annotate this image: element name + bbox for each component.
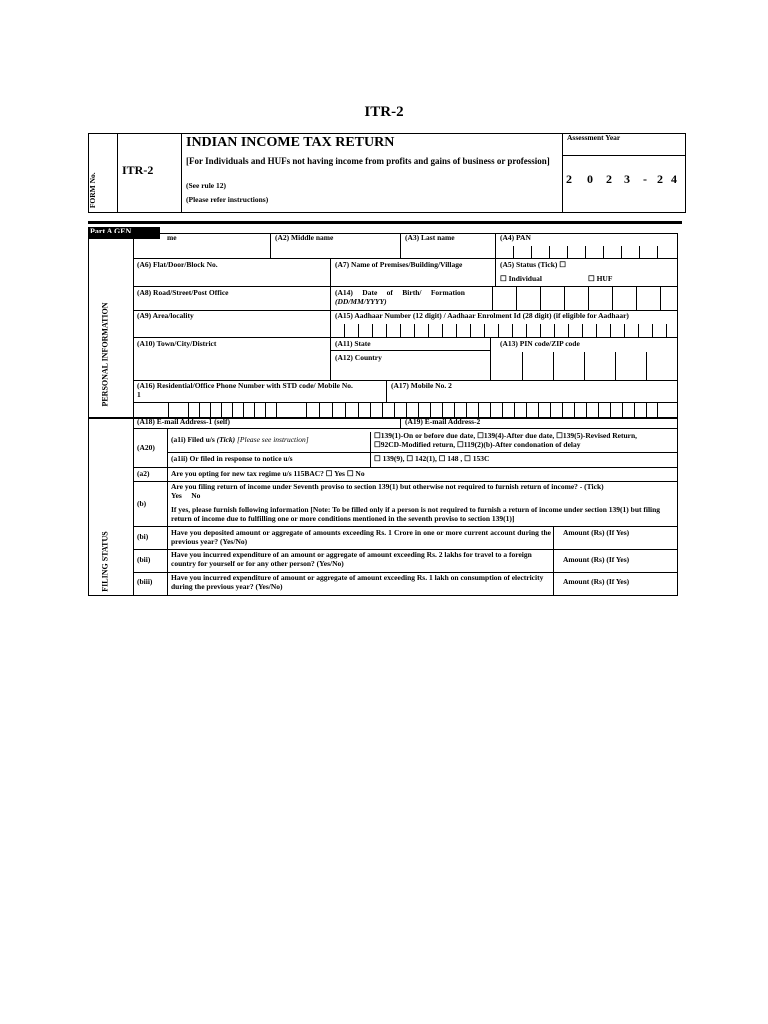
- middle-name-label: (A2) Middle name: [275, 233, 334, 242]
- state-label: (A11) State: [335, 339, 371, 348]
- form-subtitle: [For Individuals and HUFs not having income from profits and gains of business or profession]: [186, 156, 550, 166]
- notice-options[interactable]: ☐ 139(9), ☐ 142(1), ☐ 148 , ☐ 153C: [374, 454, 490, 463]
- seventh-proviso-question: Are you filing return of income under Seventh proviso to section 139(1) but otherwise not required to furnish return of income? - (Tick): [171, 482, 604, 491]
- seventh-proviso-yes-no[interactable]: Yes No: [171, 491, 201, 500]
- year-digit: 2: [566, 172, 572, 186]
- bi-question: Have you deposited amount or aggregate of amounts exceeding Rs. 1 Crore in one or more current account during the previous year? (Yes/No): [171, 528, 551, 546]
- a20-code: (A20): [137, 443, 155, 452]
- pan-boxes[interactable]: [495, 246, 678, 258]
- bii-amount-field[interactable]: Amount (Rs) (If Yes): [563, 555, 630, 564]
- pan-label: (A4) PAN: [500, 233, 531, 242]
- pin-code-boxes[interactable]: [490, 352, 678, 380]
- form-title: INDIAN INCOME TAX RETURN: [186, 135, 395, 150]
- premises-label: (A7) Name of Premises/Building/Village: [335, 260, 463, 269]
- bi-code: (bi): [137, 532, 149, 541]
- a2-code: (a2): [137, 469, 150, 478]
- year-digit: 4: [671, 172, 677, 186]
- seventh-proviso-detail: If yes, please furnish following information [Note: To be filled only if a person is not required to furnish a return of income under section 139(1) but filing return of income due to fulfilling one or more conditions mentioned in the seventh proviso to section 139(1)]: [171, 505, 661, 523]
- form-code: ITR-2: [122, 163, 154, 177]
- road-street-label: (A8) Road/Street/Post Office: [137, 288, 229, 297]
- pin-code-label: (A13) PIN code/ZIP code: [500, 339, 580, 348]
- bii-question: Have you incurred expenditure of an amount or aggregate of amount exceeding Rs. 2 lakhs for travel to a foreign country for yourself or for any other person? (Yes/No): [171, 550, 532, 568]
- email-2-label: (A19) E-mail Address-2: [405, 417, 481, 426]
- mobile-2-label: (A17) Mobile No. 2: [391, 381, 452, 390]
- part-label: Part A GEN: [88, 227, 160, 239]
- phone-label-suffix: 1: [137, 390, 141, 399]
- status-huf-checkbox[interactable]: ☐ HUF: [588, 274, 613, 283]
- year-digit: -: [643, 172, 647, 186]
- filing-status-label: FILING STATUS: [100, 531, 110, 592]
- form-no-label: FORM No.: [87, 172, 97, 209]
- flat-door-label: (A6) Flat/Door/Block No.: [137, 260, 218, 269]
- filed-us-options[interactable]: ☐139(1)-On or before due date, ☐139(4)-After due date, ☐139(5)-Revised Return, ☐92CD-Modified return, ☐119(2)(b)-After condonation of delay: [374, 431, 638, 449]
- header-separator: [88, 221, 682, 224]
- aadhaar-label: (A15) Aadhaar Number (12 digit) / Aadhaar Enrolment Id (28 digit) (if eligible for Aadhaar): [335, 311, 629, 320]
- year-digit: 2: [606, 172, 612, 186]
- country-label: (A12) Country: [335, 353, 382, 362]
- dob-label: (A14) Date of Birth/ Formation: [335, 288, 465, 297]
- area-locality-label: (A9) Area/locality: [137, 311, 194, 320]
- dob-boxes[interactable]: [492, 286, 678, 310]
- phone-number-boxes[interactable]: [133, 403, 658, 417]
- biii-question: Have you incurred expenditure of amount or aggregate of amount exceeding Rs. 1 lakh on consumption of electricity during the previous year? (Yes/No): [171, 573, 544, 591]
- town-city-label: (A10) Town/City/District: [137, 339, 217, 348]
- b-code: (b): [137, 499, 147, 508]
- biii-amount-field[interactable]: Amount (Rs) (If Yes): [563, 577, 630, 586]
- status-individual-checkbox[interactable]: ☐ Individual: [500, 274, 542, 283]
- page-title: ITR-2: [364, 104, 404, 120]
- notice-label: (a1ii) Or filed in response to notice u/s: [171, 454, 293, 463]
- filed-us-label: (a1i) Filed u/s (Tick) [Please see instruction]: [171, 435, 309, 444]
- assessment-year-label: Assessment Year: [567, 133, 621, 142]
- year-digit: 2: [657, 172, 663, 186]
- year-digit: 3: [624, 172, 630, 186]
- bi-amount-field[interactable]: Amount (Rs) (If Yes): [563, 528, 630, 537]
- status-label: (A5) Status (Tick) ☐: [500, 260, 566, 269]
- aadhaar-boxes[interactable]: [330, 324, 667, 337]
- dob-format-label: (DD/MM/YYYY): [335, 297, 387, 306]
- phone-label: (A16) Residential/Office Phone Number with STD code/ Mobile No.: [137, 381, 353, 390]
- last-name-label: (A3) Last name: [405, 233, 455, 242]
- personal-info-label: PERSONAL INFORMATION: [100, 302, 110, 407]
- biii-code: (biii): [137, 577, 153, 586]
- new-tax-regime-question[interactable]: Are you opting for new tax regime u/s 115BAC? ☐ Yes ☐ No: [171, 469, 365, 478]
- year-digit: 0: [587, 172, 593, 186]
- instructions-note: (Please refer instructions): [186, 195, 269, 204]
- first-name-label: me: [167, 233, 177, 242]
- email-1-label: (A18) E-mail Address-1 (self): [137, 417, 230, 426]
- rule-note: (See rule 12): [186, 181, 226, 190]
- bii-code: (bii): [137, 555, 151, 564]
